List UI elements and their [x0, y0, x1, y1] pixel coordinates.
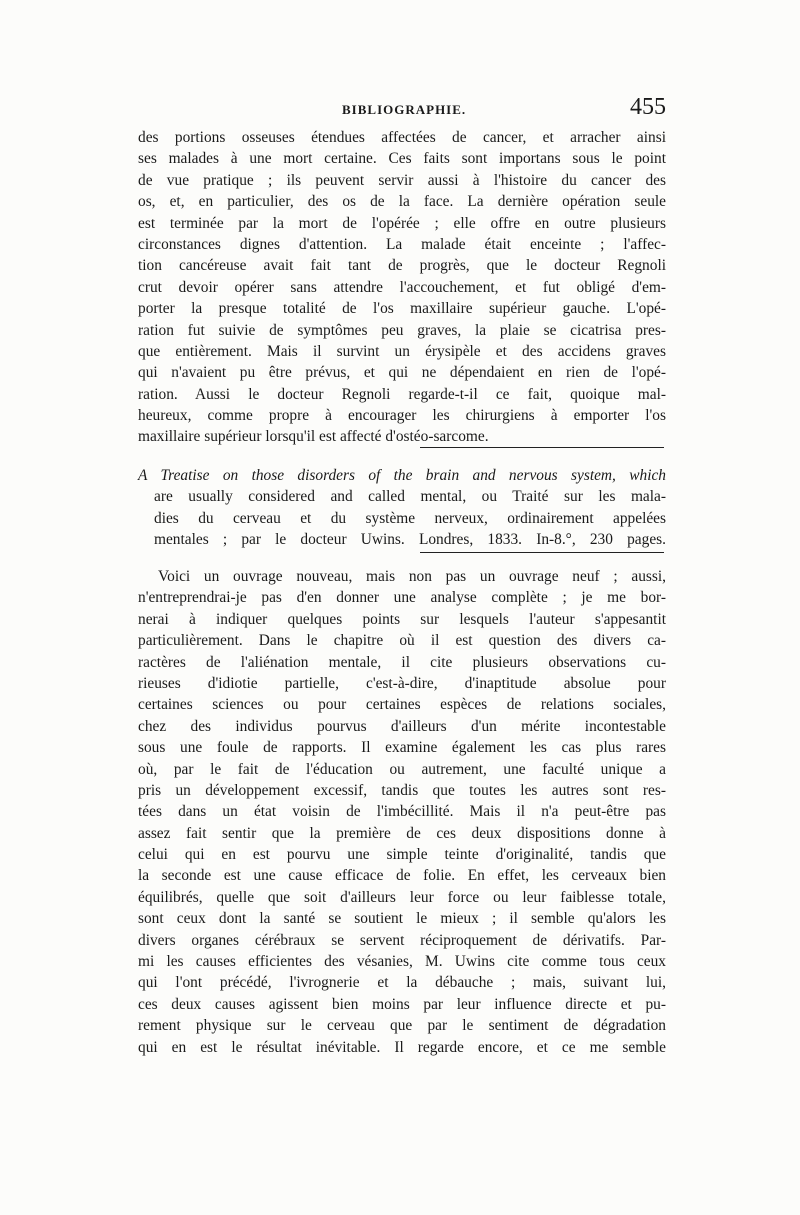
- text-line: ration fut suivie de symptômes peu graves, la plaie se cicatrisa pres-: [138, 321, 666, 339]
- text-line: chez des individus pourvus d'ailleurs d'un mérite incontestable: [138, 717, 666, 735]
- text-line: heureux, comme propre à encourager les chirurgiens à emporter l'os: [138, 407, 666, 425]
- text-line: ses malades à une mort certaine. Ces faits sont importans sous le point: [138, 150, 666, 168]
- text-line: mi les causes efficientes des vésanies, M. Uwins cite comme tous ceux: [138, 953, 666, 971]
- continuation-paragraph: [138, 127, 666, 448]
- text-line: crut devoir opérer sans attendre l'accouchement, et fut obligé d'em-: [138, 278, 666, 296]
- page-number: 455: [630, 94, 666, 120]
- entry-line: are usually considered and called mental, ou Traité sur les mala-: [154, 488, 666, 506]
- text-line: ration. Aussi le docteur Regnoli regarde-t-il ce fait, quoique mal-: [138, 385, 666, 403]
- text-line: Voici un ouvrage nouveau, mais non pas un ouvrage neuf ; aussi,: [158, 568, 666, 585]
- text-line: pris un développement excessif, tandis que toutes les autres sont res-: [138, 781, 666, 799]
- text-line: tion cancéreuse avait fait tant de progrès, que le docteur Regnoli: [138, 257, 666, 275]
- text-line: n'entreprendrai-je pas d'en donner une analyse complète ; je me bor-: [138, 589, 666, 607]
- text-line: nerai à indiquer quelques points sur lesquels l'auteur s'appesantit: [138, 610, 666, 628]
- running-head: BIBLIOGRAPHIE.: [342, 102, 467, 117]
- page-header: [136, 96, 668, 124]
- text-line: tées dans un état voisin de l'imbécillité. Mais il n'a peut-être pas: [138, 803, 666, 821]
- text-line: est terminée par la mort de l'opérée ; elle offre en outre plusieurs: [138, 214, 666, 232]
- text-line: équilibrés, quelle que soit d'ailleurs leur force ou leur faiblesse totale,: [138, 888, 666, 906]
- text-line: la seconde est une cause efficace de folie. En effet, les cerveaux bien: [138, 867, 666, 885]
- text-line: circonstances dignes d'attention. La malade était enceinte ; l'affec-: [138, 235, 666, 253]
- text-line: porter la presque totalité de l'os maxillaire supérieur gauche. L'opé-: [138, 300, 666, 318]
- text-line: que entièrement. Mais il survint un érysipèle et des accidens graves: [138, 342, 666, 360]
- text-line: qui n'avaient pu être prévus, et qui ne dépendaient en rien de l'opé-: [138, 364, 666, 382]
- text-line: qui en est le résultat inévitable. Il regarde encore, et ce me semble: [138, 1038, 666, 1056]
- text-line: des portions osseuses étendues affectées de cancer, et arracher ainsi: [138, 129, 666, 146]
- text-line: qui l'ont précédé, l'ivrognerie et la débauche ; mais, suivant lui,: [138, 974, 666, 992]
- text-line: sont ceux dont la santé se soutient le mieux ; il semble qu'alors les: [138, 910, 666, 928]
- text-line: divers organes cérébraux se servent réciproquement de dérivatifs. Par-: [138, 931, 666, 949]
- text-line: celui qui en est pourvu une simple teinte d'originalité, tandis que: [138, 846, 666, 864]
- text-line: rement physique sur le cerveau que par le sentiment de dégradation: [138, 1017, 666, 1035]
- section-divider: [420, 552, 664, 553]
- text-line: os, et, en particulier, des os de la face. La dernière opération seule: [138, 193, 666, 211]
- text-line: ractères de l'aliénation mentale, il cite plusieurs observations cu-: [138, 653, 666, 671]
- entry-line: mentales ; par le docteur Uwins. Londres, 1833. In-8.°, 230 pages.: [154, 531, 666, 549]
- section-divider: [420, 447, 664, 448]
- text-line: rieuses d'idiotie partielle, c'est-à-dire, d'inaptitude absolue pour: [138, 674, 666, 692]
- text-line: assez fait sentir que la première de ces deux dispositions donne à: [138, 824, 666, 842]
- entry-line: A Treatise on those disorders of the brain and nervous system, which: [138, 467, 666, 484]
- text-line: ces deux causes agissent bien moins par leur influence directe et pu-: [138, 995, 666, 1013]
- text-line: de vue pratique ; ils peuvent servir aussi à l'histoire du cancer des: [138, 171, 666, 189]
- bibliographic-entry-heading: [138, 465, 666, 551]
- entry-line: dies du cerveau et du système nerveux, ordinairement appelées: [154, 509, 666, 527]
- text-line: maxillaire supérieur lorsqu'il est affecté d'ostéo-sarcome.: [138, 428, 489, 446]
- text-line: sous une foule de rapports. Il examine également les cas plus rares: [138, 739, 666, 757]
- text-line: particulièrement. Dans le chapitre où il est question des divers ca-: [138, 632, 666, 650]
- review-paragraph: [138, 566, 666, 1058]
- text-line: certaines sciences ou pour certaines espèces de relations sociales,: [138, 696, 666, 714]
- text-line: où, par le fait de l'éducation ou autrement, une faculté unique a: [138, 760, 666, 778]
